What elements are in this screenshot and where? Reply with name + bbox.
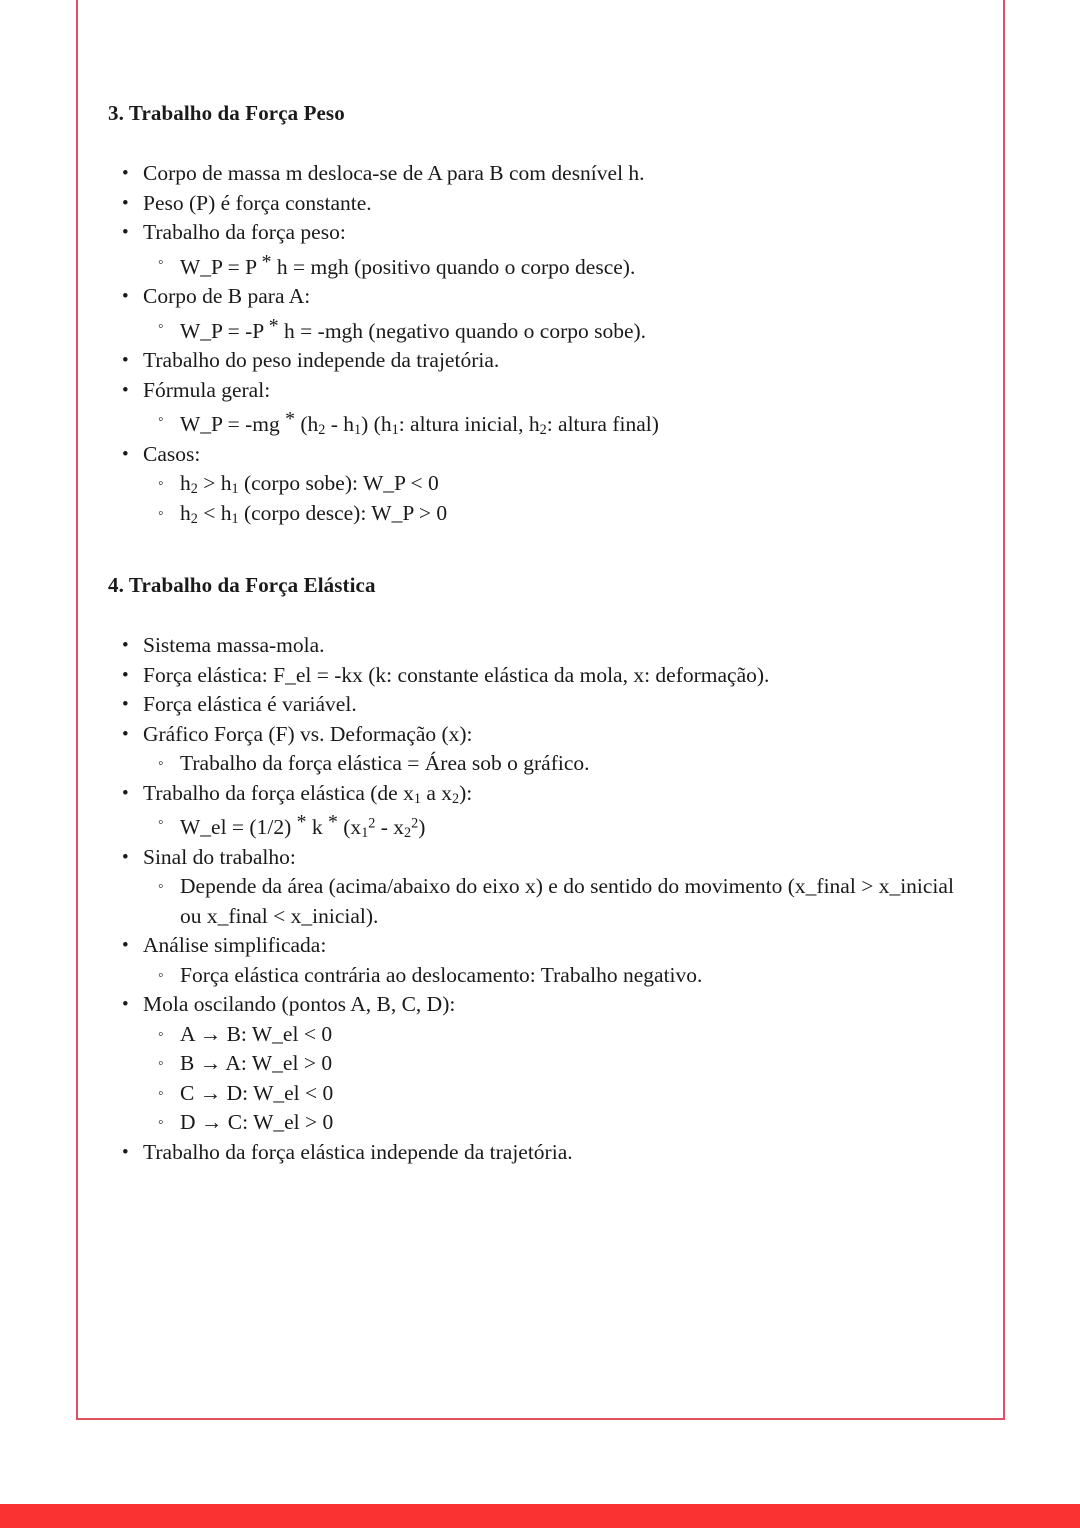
list-item [108, 931, 968, 961]
list-item [108, 990, 968, 1020]
list-item-text: Gráfico Força (F) vs. Deformação (x): [143, 721, 473, 746]
list-item-text: W_P = $-mg * (h_2 - h_1)$ ($h_1$: altura inicial, $h_2$: altura final) [180, 408, 659, 439]
list-item-text: W_P = -P * h = -mgh (negativo quando o corpo sobe). [180, 314, 647, 343]
list-item [108, 661, 968, 691]
list-item [108, 690, 968, 720]
list-item [108, 749, 968, 779]
list-item-text: W_P = P * h = mgh (positivo quando o corpo desce). [180, 250, 636, 279]
spacer [108, 127, 968, 159]
document-content [108, 100, 968, 1167]
list-item [108, 720, 968, 750]
list-item [108, 1049, 968, 1079]
spacer [108, 528, 968, 572]
list-item [108, 1108, 968, 1138]
list-item-text: W_el = (1/2) * k * $(x_1^2 - x_2^2)$ [180, 811, 426, 842]
list-item-text: Corpo de massa m desloca-se de A para B com desnível h. [143, 161, 645, 186]
list-item [108, 779, 968, 809]
list-item-text: Peso (P) é força constante. [143, 190, 372, 215]
list-item-text: C → D: W_el < 0 [180, 1080, 334, 1105]
list-item-text: Trabalho da força elástica = Área sob o gráfico. [180, 751, 590, 776]
section-3-list [108, 159, 968, 528]
list-item-text: B → A: W_el > 0 [180, 1051, 333, 1076]
list-item [108, 1138, 968, 1168]
list-item [108, 1079, 968, 1109]
list-item-text: Trabalho do peso independe da trajetória. [143, 348, 500, 373]
list-item-text: Análise simplificada: [143, 933, 327, 958]
list-item [108, 312, 968, 346]
list-item-text: Mola oscilando (pontos A, B, C, D): [143, 992, 456, 1017]
list-item-text: Força elástica: F_el = -kx (k: constante elástica da mola, x: deformação). [143, 662, 770, 687]
list-item-text: Casos: [143, 441, 201, 466]
list-item [108, 159, 968, 189]
list-item-text: D → C: W_el > 0 [180, 1110, 334, 1135]
list-item-text: Sinal do trabalho: [143, 844, 296, 869]
list-item-text: Trabalho da força peso: [143, 220, 346, 245]
list-item-text: Fórmula geral: [143, 377, 271, 402]
section-4-list [108, 631, 968, 1167]
spacer [108, 599, 968, 631]
list-item-text: Corpo de B para A: [143, 284, 311, 309]
list-item [108, 282, 968, 312]
list-item [108, 376, 968, 406]
bottom-red-bar [0, 1504, 1080, 1528]
list-item [108, 808, 968, 842]
section-heading-4: 4. Trabalho da Força Elástica [108, 573, 376, 598]
list-item-text: Força elástica é variável. [143, 692, 357, 717]
list-item-text: $h_2 > h_1$ (corpo sobe): W_P < 0 [180, 471, 439, 498]
list-item [108, 405, 968, 439]
list-item [108, 843, 968, 873]
list-item [108, 469, 968, 499]
section-heading-3: 3. Trabalho da Força Peso [108, 101, 345, 125]
list-item-text: Força elástica contrária ao deslocamento: Trabalho negativo. [180, 962, 703, 987]
list-item-text: Trabalho da força elástica (de $x_1$ a $x_2$): [143, 780, 473, 807]
list-item-text: Trabalho da força elástica independe da trajetória. [143, 1139, 573, 1164]
list-item [108, 631, 968, 661]
list-item-text: A → B: W_el < 0 [180, 1021, 333, 1046]
list-item [108, 440, 968, 470]
list-item [108, 189, 968, 219]
list-item [108, 248, 968, 282]
list-item-text: $h_2 < h_1$ (corpo desce): W_P > 0 [180, 500, 448, 527]
list-item [108, 872, 968, 931]
list-item [108, 499, 968, 529]
list-item-text: Sistema massa-mola. [143, 633, 325, 658]
list-item [108, 1020, 968, 1050]
list-item [108, 346, 968, 376]
list-item [108, 218, 968, 248]
list-item [108, 961, 968, 991]
list-item-text: Depende da área (acima/abaixo do eixo x) e do sentido do movimento (x_final > x_inicial ou x_final < x_inicial). [180, 874, 954, 928]
